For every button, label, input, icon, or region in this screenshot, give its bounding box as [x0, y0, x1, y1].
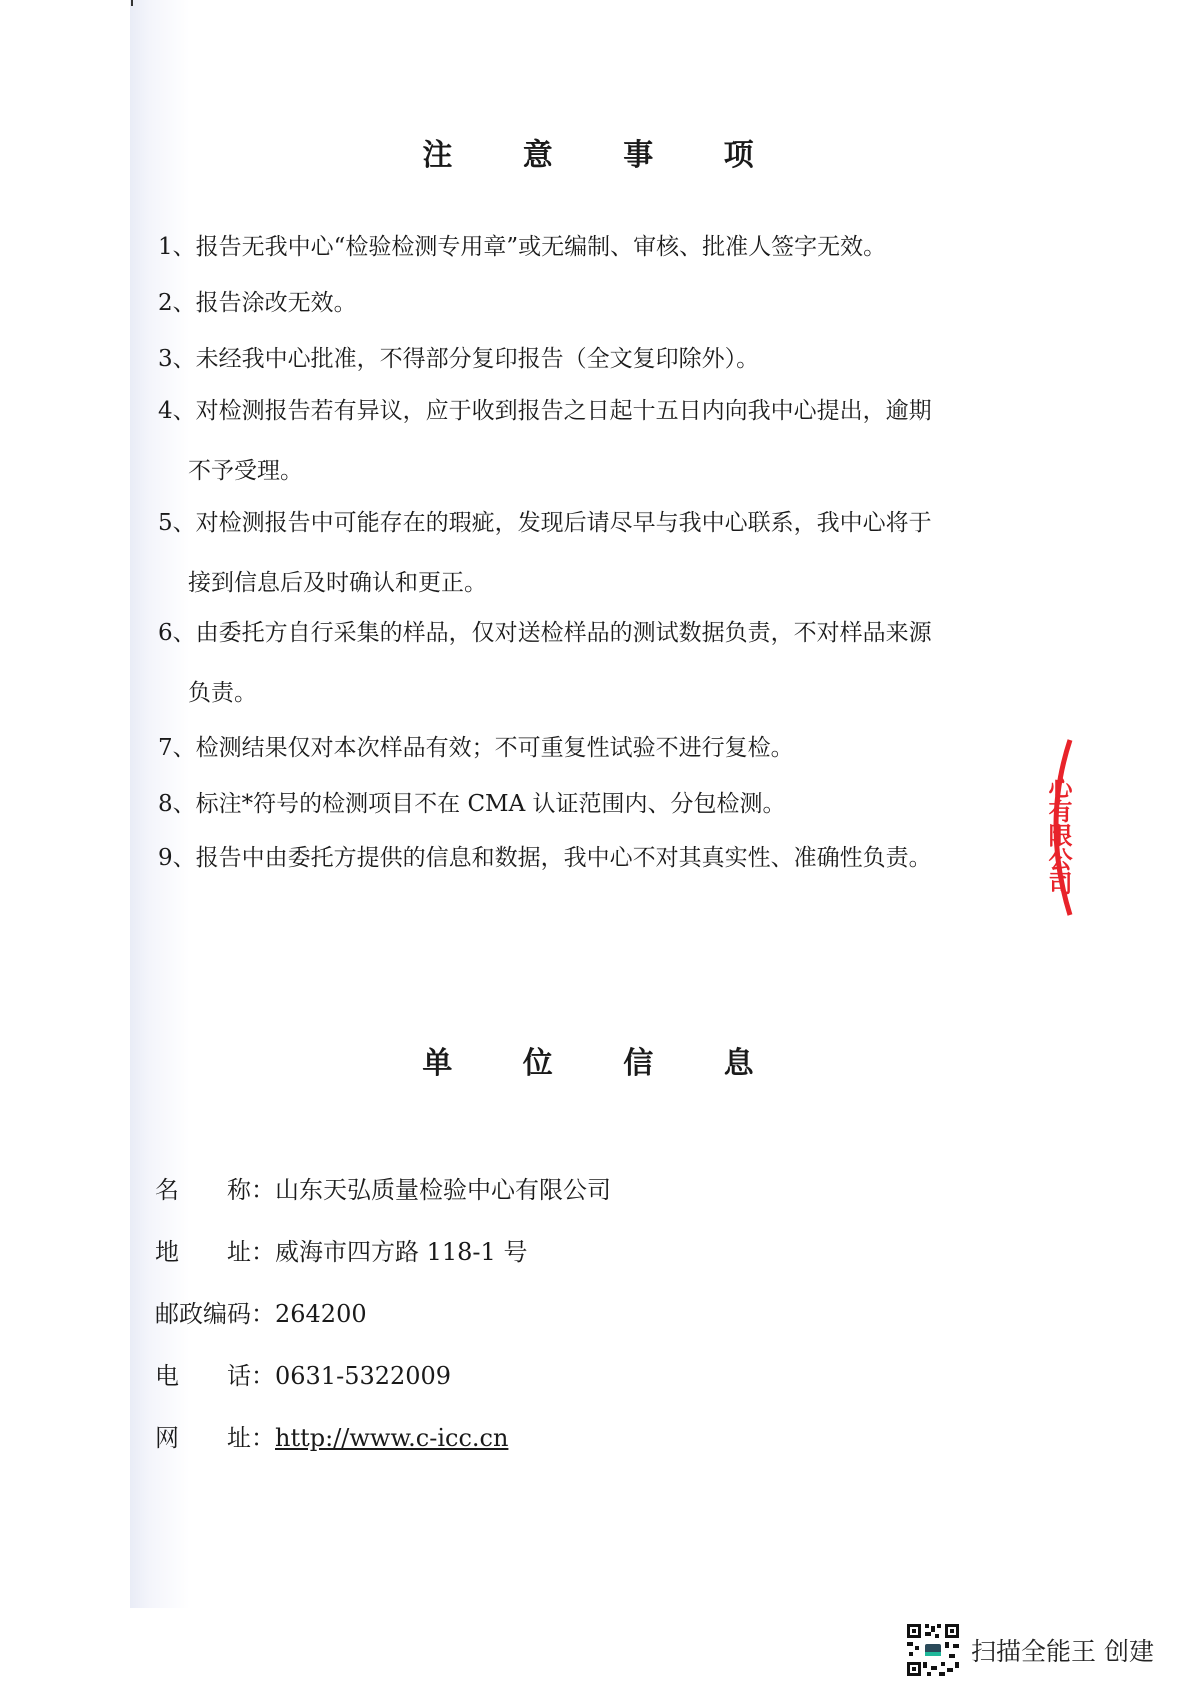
- info-label: 网 址：: [155, 1424, 275, 1452]
- info-value: 0631-5322009: [275, 1362, 452, 1390]
- item-number: 6、: [158, 620, 196, 646]
- info-value: 威海市四方路 118-1 号: [275, 1238, 528, 1266]
- scan-edge-mark: [131, 0, 133, 6]
- item-text-continuation: 不予受理。: [188, 458, 303, 484]
- item-number: 4、: [158, 398, 196, 424]
- scanner-watermark: [905, 1620, 1154, 1680]
- info-label: 电 话：: [155, 1362, 275, 1390]
- item-text: 未经我中心批准，不得部分复印报告（全文复印除外）。: [195, 346, 760, 372]
- notice-title: 注 意 事 项: [422, 138, 784, 173]
- qr-code-icon: [905, 1622, 961, 1678]
- notice-item-2: [158, 288, 357, 318]
- item-text: 报告涂改无效。: [195, 290, 357, 316]
- info-name: [155, 1170, 611, 1205]
- notice-item-3: [158, 344, 759, 374]
- info-value: 264200: [275, 1300, 367, 1328]
- item-number: 7、: [158, 735, 196, 761]
- info-label: 名 称：: [155, 1176, 275, 1204]
- notice-item-9: [158, 843, 932, 873]
- item-text: 对检测报告若有异议，应于收到报告之日起十五日内向我中心提出，逾期: [195, 398, 932, 424]
- watermark-text: 扫描全能王 创建: [971, 1637, 1154, 1666]
- item-text-continuation: 接到信息后及时确认和更正。: [188, 570, 487, 596]
- info-address: [155, 1232, 527, 1267]
- website-link[interactable]: http://www.c-icc.cn: [275, 1424, 509, 1452]
- item-number: 9、: [158, 845, 196, 871]
- item-text: 对检测报告中可能存在的瑕疵，发现后请尽早与我中心联系，我中心将于: [195, 510, 932, 536]
- item-number: 8、: [158, 791, 196, 817]
- item-text: 报告中由委托方提供的信息和数据，我中心不对其真实性、准确性负责。: [195, 845, 932, 871]
- info-value: 山东天弘质量检验中心有限公司: [275, 1176, 611, 1204]
- notice-item-5: [158, 508, 932, 596]
- item-text: 报告无我中心“检验检测专用章”或无编制、审核、批准人签字无效。: [195, 234, 887, 260]
- info-postcode: [155, 1294, 367, 1329]
- item-text: 由委托方自行采集的样品，仅对送检样品的测试数据负责，不对样品来源: [195, 620, 932, 646]
- notice-item-8: [158, 789, 786, 819]
- notice-item-4: [158, 396, 932, 484]
- unit-info-title: 单 位 信 息: [422, 1046, 784, 1081]
- item-number: 1、: [158, 234, 196, 260]
- company-seal-fragment: [1040, 735, 1090, 920]
- item-number: 3、: [158, 346, 196, 372]
- notice-item-7: [158, 733, 794, 763]
- notice-item-1: [158, 232, 886, 262]
- svg-text:心有限公司: 心有限公司: [1044, 775, 1072, 895]
- info-label: 地 址：: [155, 1238, 275, 1266]
- item-number: 2、: [158, 290, 196, 316]
- info-website: [155, 1418, 508, 1453]
- info-phone: [155, 1356, 451, 1391]
- item-text: 标注*符号的检测项目不在 CMA 认证范围内、分包检测。: [195, 791, 786, 817]
- item-text: 检测结果仅对本次样品有效；不可重复性试验不进行复检。: [195, 735, 794, 761]
- info-label: 邮政编码：: [155, 1300, 275, 1328]
- notice-item-6: [158, 618, 932, 706]
- item-text-continuation: 负责。: [188, 680, 257, 706]
- item-number: 5、: [158, 510, 196, 536]
